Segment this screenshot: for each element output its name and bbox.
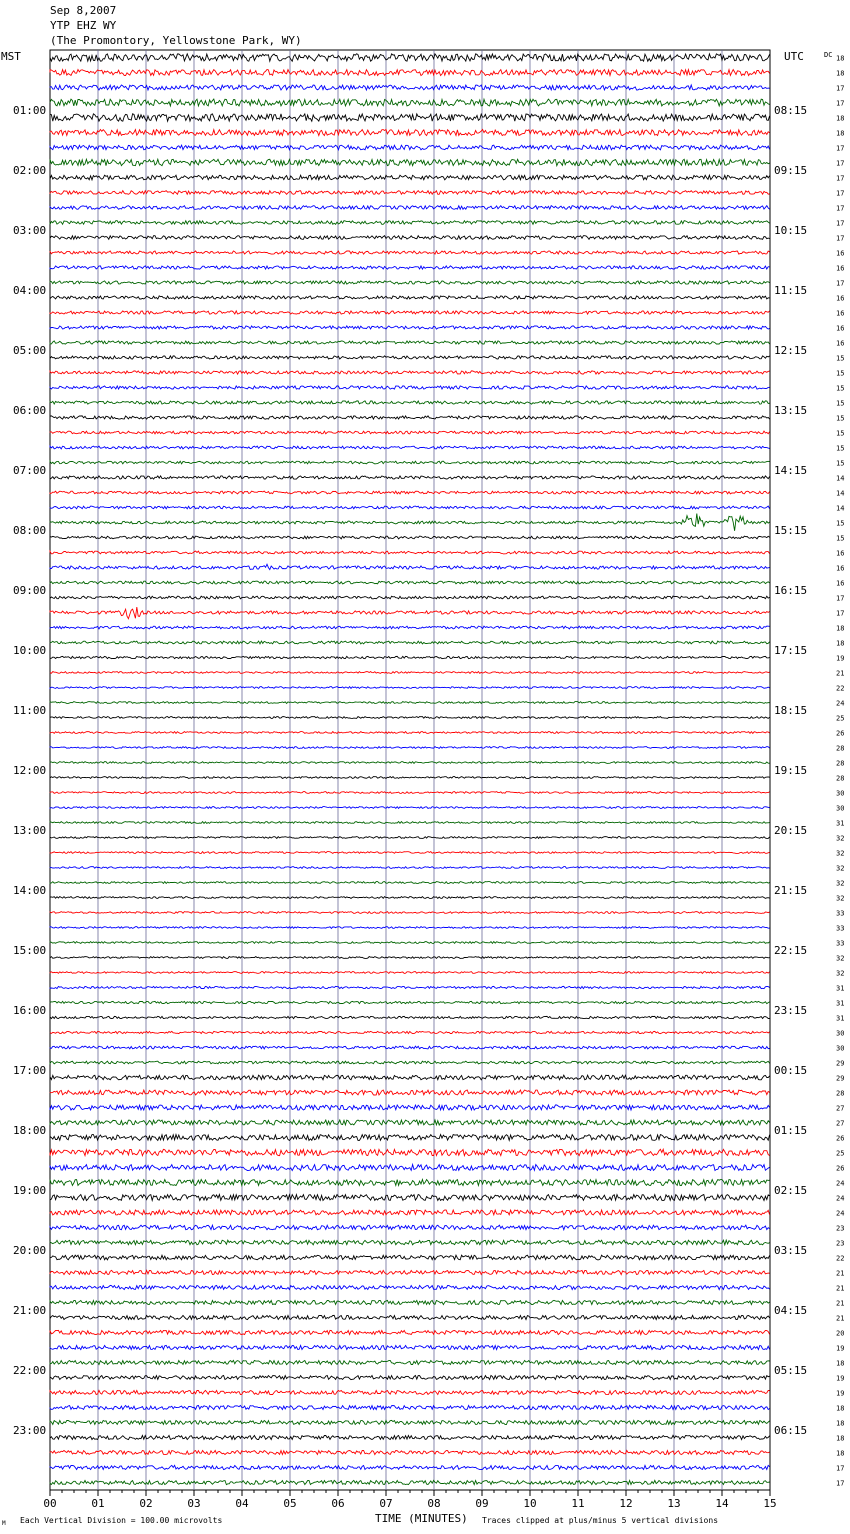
dc-value: 18 — [836, 69, 845, 78]
trace-row-47 — [50, 762, 770, 764]
dc-value: 14 — [836, 489, 845, 498]
dc-value: 21 — [836, 1284, 845, 1293]
dc-value: 17 — [836, 594, 845, 603]
trace-row-43 — [50, 702, 770, 704]
trace-row-68 — [50, 1075, 770, 1080]
x-axis-title: TIME (MINUTES) — [375, 1512, 468, 1525]
trace-row-11 — [50, 221, 770, 225]
dc-value: 25 — [836, 714, 845, 723]
trace-row-92 — [50, 1435, 770, 1439]
trace-row-24 — [50, 416, 770, 419]
dc-value: 16 — [836, 309, 845, 318]
right-time-label: 21:15 — [774, 884, 808, 897]
trace-row-17 — [50, 311, 770, 314]
right-time-label: 08:15 — [774, 104, 808, 117]
trace-row-49 — [50, 792, 770, 794]
dc-value: 17 — [836, 1464, 845, 1473]
dc-value: 17 — [836, 159, 845, 168]
trace-row-87 — [50, 1360, 770, 1364]
dc-value: 28 — [836, 1089, 845, 1098]
trace-row-85 — [50, 1330, 770, 1334]
trace-row-41 — [50, 672, 770, 674]
dc-value: 18 — [836, 1434, 845, 1443]
dc-value: 19 — [836, 654, 845, 663]
trace-row-58 — [50, 927, 770, 929]
right-time-label: 20:15 — [774, 824, 808, 837]
right-time-label: 09:15 — [774, 164, 808, 177]
x-tick-label: 14 — [715, 1497, 729, 1510]
x-tick-label: 00 — [43, 1497, 57, 1510]
trace-row-63 — [50, 1001, 770, 1003]
plot-frame — [50, 50, 770, 1490]
dc-value: 32 — [836, 954, 845, 963]
dc-value: 17 — [836, 144, 845, 153]
dc-value: 18 — [836, 114, 845, 123]
trace-row-25 — [50, 431, 770, 434]
right-time-label: 19:15 — [774, 764, 808, 777]
right-time-label: 00:15 — [774, 1064, 808, 1077]
dc-value: 18 — [836, 624, 845, 633]
trace-row-9 — [50, 191, 770, 195]
dc-value: 21 — [836, 669, 845, 678]
left-time-label: 02:00 — [13, 164, 47, 177]
trace-row-3 — [50, 99, 770, 106]
trace-row-39 — [50, 641, 770, 644]
dc-value: 23 — [836, 1239, 845, 1248]
dc-value: 27 — [836, 1119, 845, 1128]
dc-value: 16 — [836, 324, 845, 333]
left-time-label: 04:00 — [13, 284, 47, 297]
x-tick-label: 01 — [91, 1497, 105, 1510]
left-time-label: 18:00 — [13, 1124, 47, 1137]
trace-row-55 — [50, 882, 770, 884]
trace-row-13 — [50, 251, 770, 254]
right-time-label: 17:15 — [774, 644, 808, 657]
right-time-label: 04:15 — [774, 1304, 808, 1317]
trace-row-77 — [50, 1210, 770, 1215]
trace-row-27 — [50, 461, 770, 464]
trace-row-4 — [50, 114, 770, 121]
trace-row-59 — [50, 942, 770, 944]
dc-value: 24 — [836, 1179, 845, 1188]
dc-value: 15 — [836, 429, 845, 438]
x-tick-label: 02 — [139, 1497, 153, 1510]
dc-value: 16 — [836, 579, 845, 588]
trace-row-33 — [50, 551, 770, 554]
left-time-label: 08:00 — [13, 524, 47, 537]
dc-value: 28 — [836, 774, 845, 783]
trace-row-93 — [50, 1450, 770, 1454]
trace-row-94 — [50, 1465, 770, 1469]
left-time-label: 01:00 — [13, 104, 47, 117]
left-time-label: 05:00 — [13, 344, 47, 357]
dc-value: 20 — [836, 1329, 845, 1338]
dc-value: 32 — [836, 834, 845, 843]
trace-row-20 — [50, 356, 770, 359]
trace-row-64 — [50, 1016, 770, 1018]
dc-value: 19 — [836, 1374, 845, 1383]
trace-row-52 — [50, 837, 770, 839]
trace-row-60 — [50, 957, 770, 959]
dc-value: 32 — [836, 879, 845, 888]
x-tick-label: 15 — [763, 1497, 777, 1510]
dc-value: 24 — [836, 699, 845, 708]
dc-value: 33 — [836, 939, 845, 948]
trace-row-31 — [50, 514, 770, 531]
trace-row-80 — [50, 1255, 770, 1260]
trace-row-50 — [50, 807, 770, 809]
trace-row-21 — [50, 371, 770, 374]
dc-value: 17 — [836, 204, 845, 213]
dc-value: 24 — [836, 1209, 845, 1218]
right-time-label: 18:15 — [774, 704, 808, 717]
dc-value: 14 — [836, 474, 845, 483]
trace-row-35 — [50, 581, 770, 584]
trace-row-51 — [50, 822, 770, 824]
header-station: YTP EHZ WY — [50, 19, 117, 32]
trace-row-46 — [50, 747, 770, 749]
dc-value: 17 — [836, 279, 845, 288]
trace-row-67 — [50, 1061, 770, 1064]
dc-value: 32 — [836, 864, 845, 873]
trace-row-10 — [50, 206, 770, 210]
dc-value: 29 — [836, 1059, 845, 1068]
dc-value: 17 — [836, 99, 845, 108]
dc-value: 16 — [836, 564, 845, 573]
trace-row-89 — [50, 1390, 770, 1394]
dc-value: 15 — [836, 354, 845, 363]
trace-row-66 — [50, 1046, 770, 1049]
left-time-label: 12:00 — [13, 764, 47, 777]
dc-value: 22 — [836, 684, 845, 693]
dc-value: 26 — [836, 729, 845, 738]
right-time-label: 13:15 — [774, 404, 808, 417]
x-tick-label: 12 — [619, 1497, 633, 1510]
dc-value: 17 — [836, 189, 845, 198]
dc-value: 30 — [836, 1029, 845, 1038]
left-time-label: 06:00 — [13, 404, 47, 417]
dc-value: 32 — [836, 849, 845, 858]
trace-row-6 — [50, 145, 770, 150]
right-time-label: 01:15 — [774, 1124, 808, 1137]
trace-row-32 — [50, 536, 770, 539]
trace-row-79 — [50, 1240, 770, 1245]
left-timezone-label: MST — [1, 50, 21, 63]
dc-value: 16 — [836, 549, 845, 558]
dc-value: 17 — [836, 1479, 845, 1488]
trace-row-12 — [50, 236, 770, 240]
right-time-label: 11:15 — [774, 284, 808, 297]
x-tick-label: 10 — [523, 1497, 537, 1510]
dc-value: 15 — [836, 414, 845, 423]
left-time-label: 11:00 — [13, 704, 47, 717]
trace-row-26 — [50, 446, 770, 449]
trace-row-86 — [50, 1345, 770, 1349]
dc-value: 16 — [836, 294, 845, 303]
right-time-label: 16:15 — [774, 584, 808, 597]
trace-row-5 — [50, 130, 770, 136]
trace-row-91 — [50, 1420, 770, 1424]
dc-value: 21 — [836, 1299, 845, 1308]
left-time-label: 14:00 — [13, 884, 47, 897]
trace-row-83 — [50, 1300, 770, 1304]
trace-row-15 — [50, 281, 770, 284]
x-tick-label: 08 — [427, 1497, 441, 1510]
trace-row-62 — [50, 986, 770, 988]
x-tick-label: 03 — [187, 1497, 201, 1510]
dc-value: 17 — [836, 174, 845, 183]
x-tick-label: 11 — [571, 1497, 585, 1510]
left-time-label: 13:00 — [13, 824, 47, 837]
trace-row-30 — [50, 506, 770, 509]
dc-value: 27 — [836, 1104, 845, 1113]
header-date: Sep 8,2007 — [50, 4, 117, 17]
trace-row-16 — [50, 296, 770, 299]
trace-row-65 — [50, 1031, 770, 1033]
left-time-label: 17:00 — [13, 1064, 47, 1077]
x-tick-label: 06 — [331, 1497, 345, 1510]
dc-value: 16 — [836, 249, 845, 258]
dc-value: 21 — [836, 1269, 845, 1278]
trace-row-14 — [50, 266, 770, 269]
left-time-label: 23:00 — [13, 1424, 47, 1437]
x-tick-label: 07 — [379, 1497, 393, 1510]
dc-value: 29 — [836, 1074, 845, 1083]
dc-value: 18 — [836, 639, 845, 648]
corner-mark: M — [2, 1520, 6, 1527]
dc-value: 16 — [836, 264, 845, 273]
trace-row-45 — [50, 732, 770, 734]
trace-row-56 — [50, 897, 770, 899]
right-time-label: 10:15 — [774, 224, 808, 237]
trace-row-75 — [50, 1180, 770, 1186]
dc-value: 28 — [836, 744, 845, 753]
trace-row-34 — [50, 564, 770, 569]
dc-value: 30 — [836, 789, 845, 798]
dc-value: 25 — [836, 1149, 845, 1158]
dc-value: 23 — [836, 1224, 845, 1233]
trace-row-19 — [50, 341, 770, 344]
trace-row-8 — [50, 175, 770, 180]
dc-value: 15 — [836, 384, 845, 393]
dc-value: 18 — [836, 1359, 845, 1368]
dc-value: 19 — [836, 1389, 845, 1398]
dc-value: 26 — [836, 1164, 845, 1173]
left-time-label: 03:00 — [13, 224, 47, 237]
dc-value: 19 — [836, 1344, 845, 1353]
dc-value: 32 — [836, 969, 845, 978]
trace-row-37 — [50, 607, 770, 619]
x-tick-label: 04 — [235, 1497, 249, 1510]
trace-row-54 — [50, 867, 770, 869]
trace-row-74 — [50, 1165, 770, 1171]
left-time-label: 22:00 — [13, 1364, 47, 1377]
left-time-label: 15:00 — [13, 944, 47, 957]
dc-value: 17 — [836, 84, 845, 93]
trace-row-61 — [50, 972, 770, 974]
right-time-label: 02:15 — [774, 1184, 808, 1197]
right-time-label: 15:15 — [774, 524, 808, 537]
trace-row-0 — [50, 54, 770, 61]
x-tick-label: 09 — [475, 1497, 489, 1510]
dc-value: 18 — [836, 129, 845, 138]
trace-row-23 — [50, 401, 770, 404]
left-time-label: 19:00 — [13, 1184, 47, 1197]
left-time-label: 10:00 — [13, 644, 47, 657]
dc-value: 31 — [836, 819, 845, 828]
left-time-label: 16:00 — [13, 1004, 47, 1017]
trace-row-95 — [50, 1480, 770, 1484]
trace-row-40 — [50, 656, 770, 658]
left-time-label: 07:00 — [13, 464, 47, 477]
dc-value: 30 — [836, 804, 845, 813]
trace-row-57 — [50, 912, 770, 914]
dc-value: 18 — [836, 1404, 845, 1413]
right-time-label: 03:15 — [774, 1244, 808, 1257]
right-time-label: 14:15 — [774, 464, 808, 477]
right-time-label: 23:15 — [774, 1004, 808, 1017]
left-time-label: 09:00 — [13, 584, 47, 597]
trace-row-53 — [50, 852, 770, 854]
right-time-label: 12:15 — [774, 344, 808, 357]
dc-value: 31 — [836, 1014, 845, 1023]
x-tick-label: 13 — [667, 1497, 681, 1510]
trace-row-2 — [50, 85, 770, 90]
trace-row-36 — [50, 596, 770, 599]
trace-row-69 — [50, 1090, 770, 1095]
trace-row-78 — [50, 1225, 770, 1230]
right-time-label: 22:15 — [774, 944, 808, 957]
dc-value: 17 — [836, 234, 845, 243]
dc-value: 30 — [836, 1044, 845, 1053]
dc-value: 32 — [836, 894, 845, 903]
trace-row-44 — [50, 717, 770, 719]
trace-row-76 — [50, 1195, 770, 1201]
trace-row-29 — [50, 491, 770, 494]
dc-value: 33 — [836, 924, 845, 933]
dc-value: 33 — [836, 909, 845, 918]
dc-value: 26 — [836, 1134, 845, 1143]
dc-value: 18 — [836, 54, 845, 63]
trace-row-72 — [50, 1135, 770, 1141]
dc-value: 28 — [836, 759, 845, 768]
dc-value: 16 — [836, 339, 845, 348]
trace-row-88 — [50, 1376, 770, 1380]
trace-row-18 — [50, 326, 770, 329]
dc-value: 18 — [836, 1449, 845, 1458]
right-time-label: 05:15 — [774, 1364, 808, 1377]
trace-row-48 — [50, 777, 770, 779]
trace-row-1 — [50, 70, 770, 76]
dc-value: 21 — [836, 1314, 845, 1323]
dc-value: 31 — [836, 999, 845, 1008]
trace-row-22 — [50, 386, 770, 389]
trace-row-71 — [50, 1120, 770, 1125]
dc-value: 18 — [836, 1419, 845, 1428]
trace-row-73 — [50, 1149, 770, 1155]
trace-row-7 — [50, 159, 770, 165]
x-tick-label: 05 — [283, 1497, 297, 1510]
dc-value: 31 — [836, 984, 845, 993]
dc-value: 17 — [836, 609, 845, 618]
trace-row-81 — [50, 1270, 770, 1274]
dc-value: 15 — [836, 369, 845, 378]
dc-value: 15 — [836, 459, 845, 468]
right-timezone-label: UTC — [784, 50, 804, 63]
dc-value: 15 — [836, 444, 845, 453]
scale-note: Each Vertical Division = 100.00 microvolts — [20, 1516, 223, 1525]
dc-value: 15 — [836, 519, 845, 528]
trace-row-38 — [50, 626, 770, 629]
header-location: (The Promontory, Yellowstone Park, WY) — [50, 34, 302, 47]
dc-value: 15 — [836, 399, 845, 408]
trace-row-42 — [50, 687, 770, 689]
left-time-label: 21:00 — [13, 1304, 47, 1317]
trace-row-90 — [50, 1405, 770, 1409]
dc-label: DC — [824, 51, 833, 59]
right-time-label: 06:15 — [774, 1424, 808, 1437]
trace-row-70 — [50, 1105, 770, 1110]
dc-value: 14 — [836, 504, 845, 513]
trace-row-82 — [50, 1285, 770, 1289]
clip-note: Traces clipped at plus/minus 5 vertical divisions — [482, 1516, 719, 1525]
trace-row-84 — [50, 1315, 770, 1319]
dc-value: 24 — [836, 1194, 845, 1203]
dc-value: 15 — [836, 534, 845, 543]
dc-value: 22 — [836, 1254, 845, 1263]
trace-row-28 — [50, 476, 770, 479]
dc-value: 17 — [836, 219, 845, 228]
left-time-label: 20:00 — [13, 1244, 47, 1257]
